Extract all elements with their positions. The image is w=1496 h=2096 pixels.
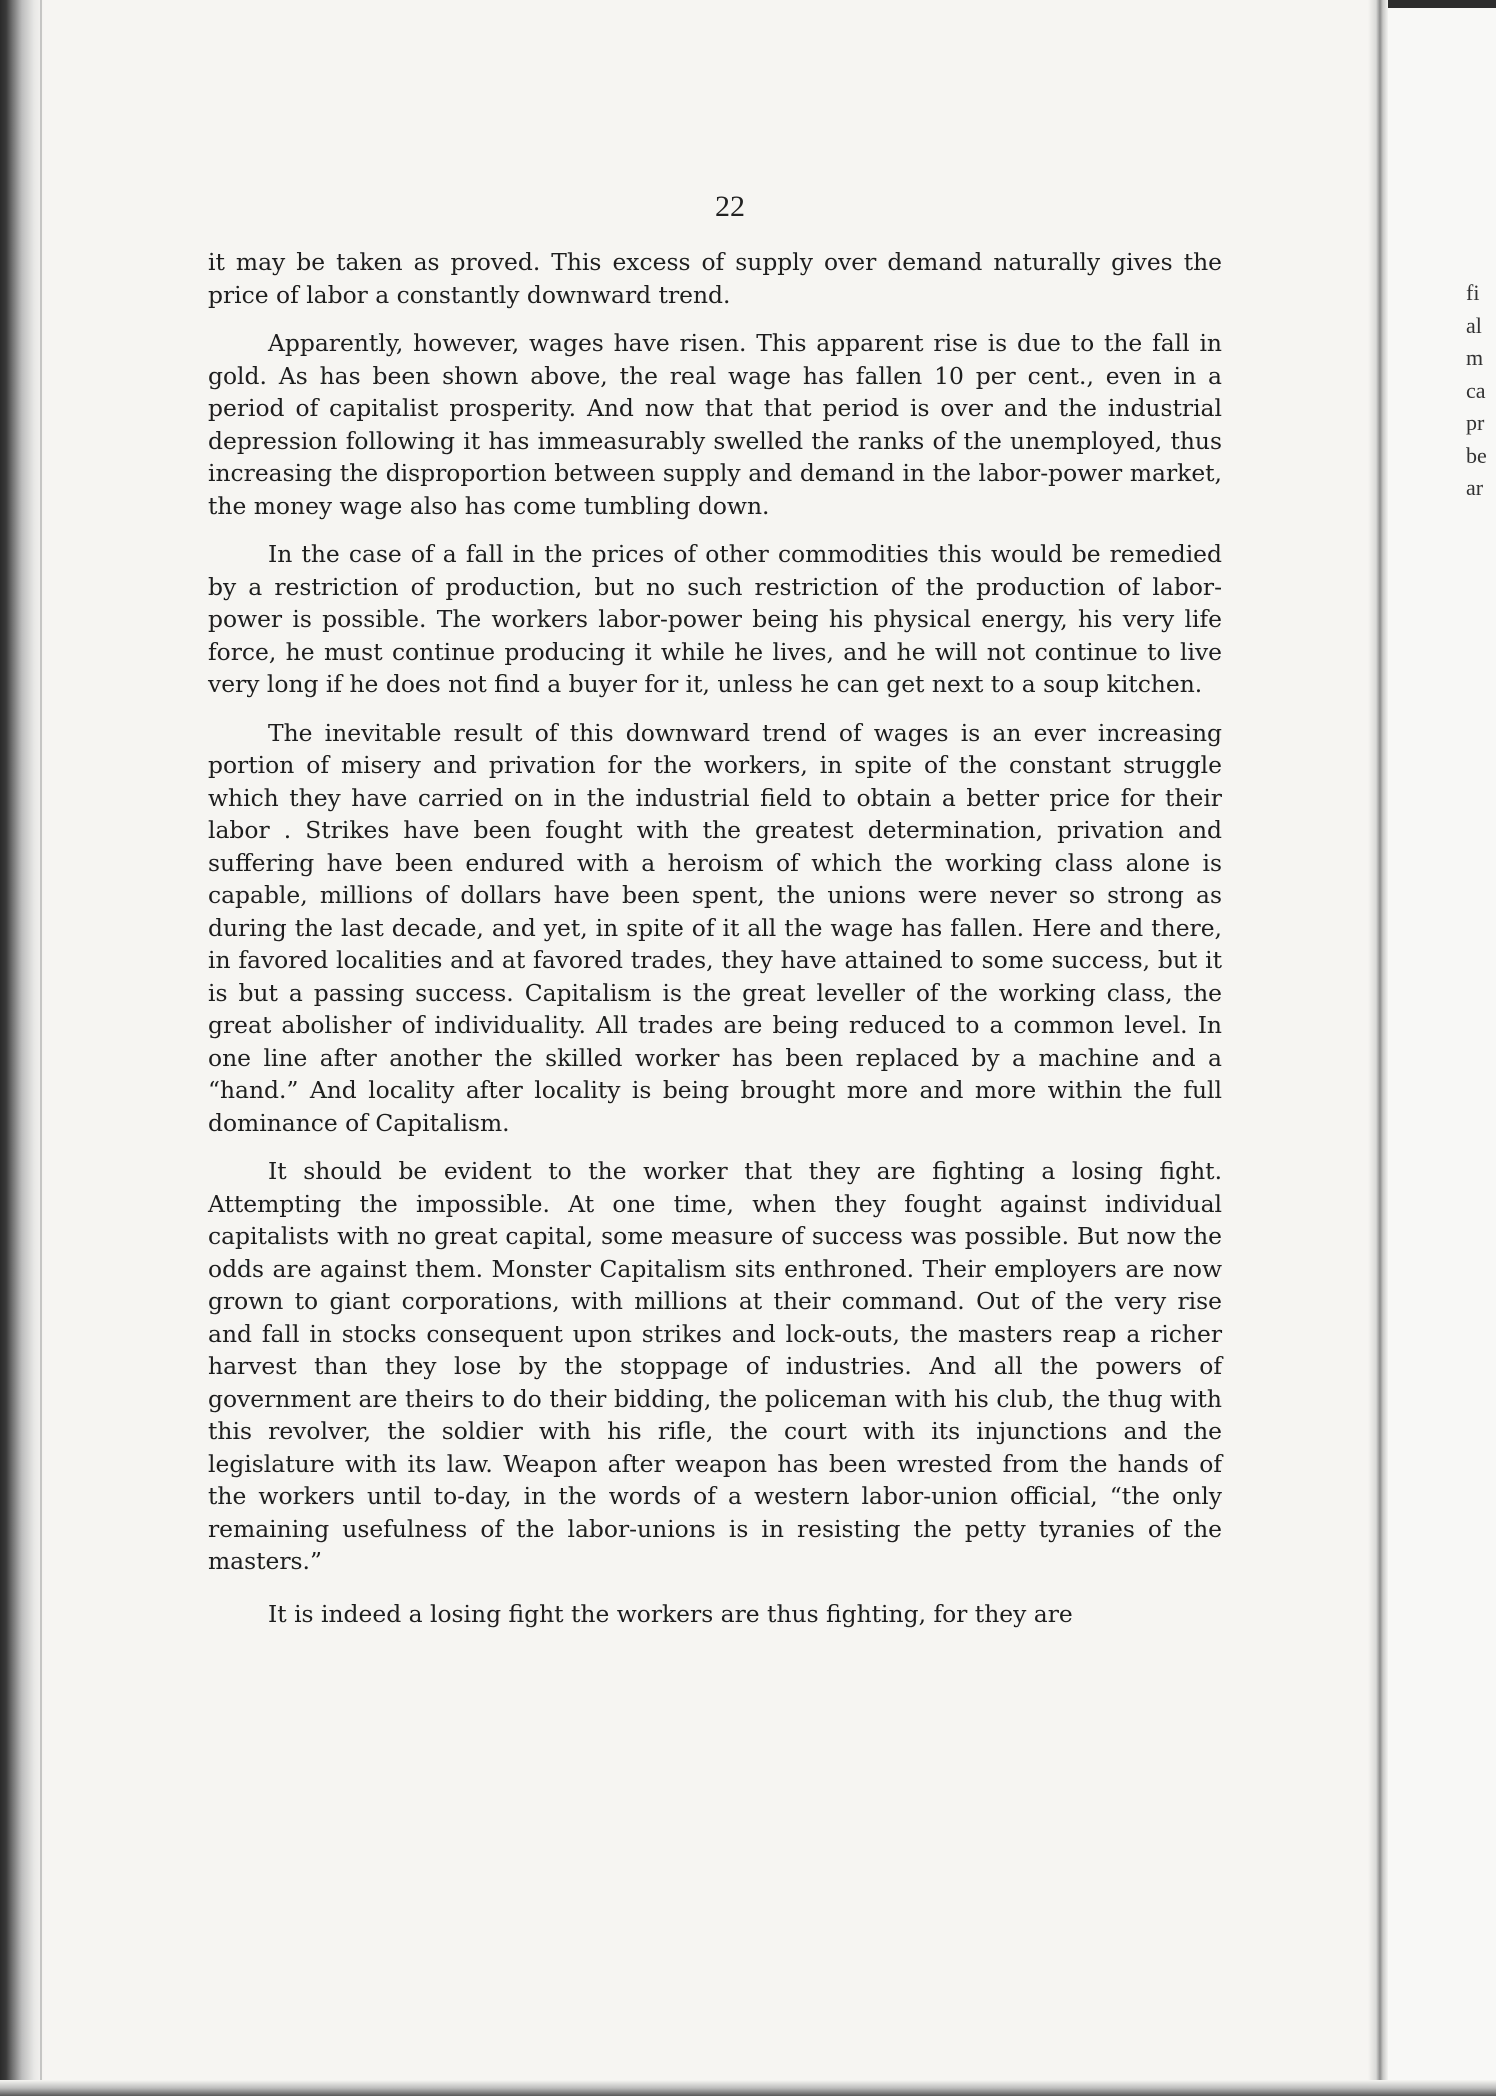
book-binding-left	[0, 0, 44, 2096]
page-number: 22	[715, 190, 745, 223]
paragraph-5: It should be evident to the worker that they are fighting a losing fight. Attempting the impossible. At one time, when they fought against individual capitalists with no great capital, some measure of success was possible. But now the odds are against them. Monster Capitalism sits enthroned. Their employers are now grown to giant corporations, with millions at their command. Out of the very rise and fall in stocks consequent upon strikes and lock-outs, the masters reap a richer harvest than they lose by the stoppage of industries. And all the powers of government are theirs to do their bidding, the policeman with his club, the thug with this revolver, the soldier with his rifle, the court with its injunctions and the legislature with its law. Weapon after weapon has been wrested from the hands of the workers until to-day, in the words of a western labor-union official, “the only remaining usefulness of the labor-unions is in resisting the petty tyranies of the masters.”	[208, 1157, 1222, 1575]
paragraph-2: Apparently, however, wages have risen. This apparent rise is due to the fall in gold. As has been shown above, the real wage has fallen 10 per cent., even in a period of capitalist prosperity. And now that that period is over and the industrial depression following it has immeasurably swelled the ranks of the unemployed, thus increasing the disproportion between supply and demand in the labor-power market, the money wage also has come tumbling down.	[208, 329, 1222, 520]
paragraph-1: it may be taken as proved. This excess of supply over demand naturally gives the price of labor a constantly downward trend.	[208, 248, 1222, 309]
page-bottom-edge	[0, 2080, 1496, 2096]
binding-shadow-line	[40, 0, 42, 2096]
paragraph-6: It is indeed a losing fight the workers are thus fighting, for they are	[268, 1599, 1073, 1628]
page-body-text	[208, 246, 1222, 1630]
facing-page-top-edge	[1388, 0, 1496, 8]
paragraph-3: In the case of a fall in the prices of other commodities this would be remedied by a restriction of production, but no such restriction of the production of labor-power is possible. The workers labor-power being his physical energy, his very life force, he must continue producing it while he lives, and he will not continue to live very long if he does not find a buyer for it, unless he can get next to a soup kitchen.	[208, 540, 1222, 698]
paragraph-4: The inevitable result of this downward trend of wages is an ever increasing portion of misery and privation for the workers, in spite of the constant struggle which they have carried on in the industrial field to obtain a better price for their labor . Strikes have been fought with the greatest determination, privation and suffering have been endured with a heroism of which the working class alone is capable, millions of dollars have been spent, the unions were never so strong as during the last decade, and yet, in spite of it all the wage has fallen. Here and there, in favored localities and at favored trades, they have attained to some success, but it is but a passing success. Capitalism is the great leveller of the working class, the great abolisher of individuality. All trades are being reduced to a common level. In one line after another the skilled worker has been replaced by a machine and a “hand.” And locality after locality is being brought more and more within the full dominance of Capitalism.	[208, 718, 1222, 1137]
page-fold	[1368, 0, 1388, 2096]
facing-page-text-fragment: fi al m ca pr be ar	[1466, 280, 1487, 500]
